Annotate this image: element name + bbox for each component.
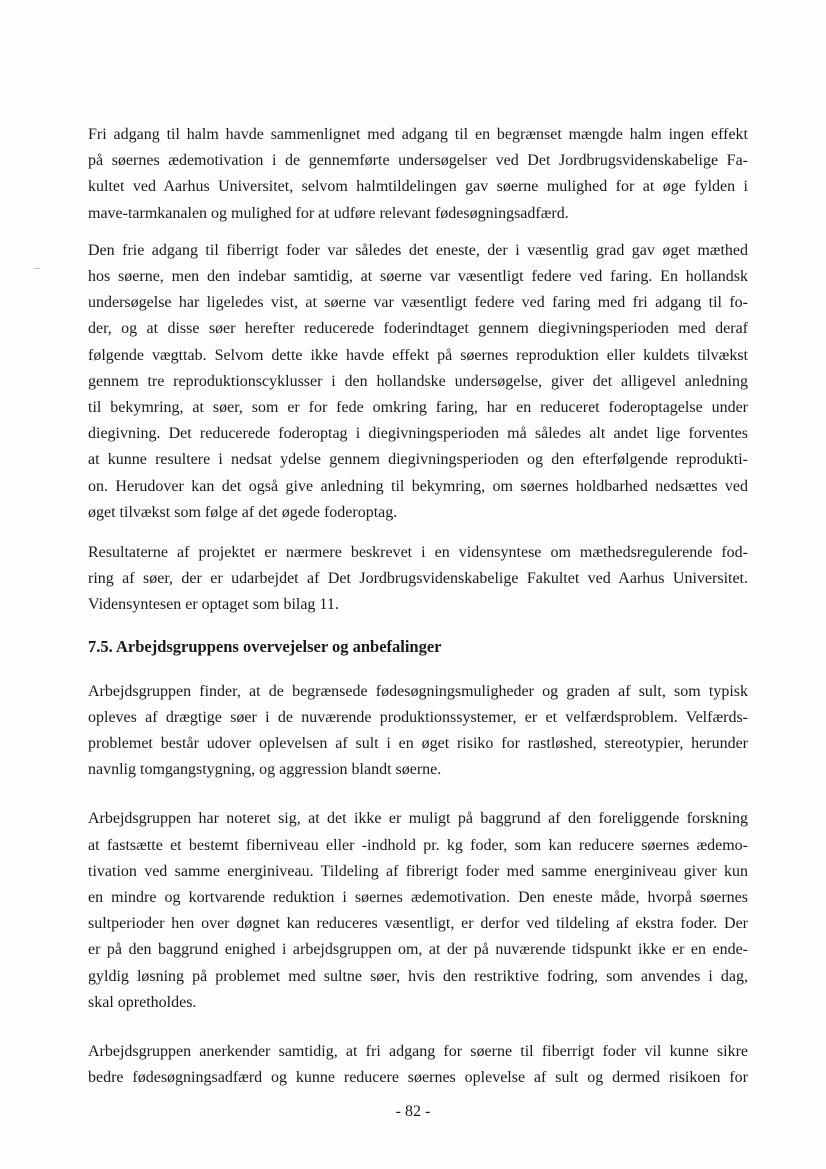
paragraph-resultater bbox=[88, 540, 748, 619]
document-body bbox=[88, 122, 748, 1092]
section-heading: 7.5. Arbejdsgruppens overvejelser og anbefalinger bbox=[88, 636, 442, 656]
text-line: gyldig løsning på problemet med sultne søer, hvis den restriktive fodring, som anvendes i dag, bbox=[88, 967, 748, 985]
paragraph-arbejdsgruppen-noteret bbox=[88, 806, 748, 1016]
text-line: problemet består udover oplevelsen af sult i en øget risiko for rastløshed, stereotypier, herunder bbox=[88, 735, 748, 753]
text-line: Vidensyntesen er optaget som bilag 11. bbox=[88, 596, 339, 614]
text-line: sultperioder hen over døgnet kan reduceres væsentligt, er derfor ved tildeling af ekstra foder. Der bbox=[88, 915, 748, 933]
paragraph-arbejdsgruppen-finder bbox=[88, 679, 748, 784]
text-line: følgende vægttab. Selvom dette ikke havde effekt på søernes reproduktion eller kuldets tilvækst bbox=[88, 346, 748, 364]
text-line: hos søerne, men den indebar samtidig, at søerne var væsentligt federe ved faring. En hollandsk bbox=[88, 268, 748, 286]
paragraph-fiberrigt-foder bbox=[88, 238, 748, 526]
text-line: navnlig tomgangstygning, og aggression blandt søerne. bbox=[88, 761, 442, 779]
text-line: undersøgelse har ligeledes vist, at søerne var væsentligt federe ved faring med fri adgang til fo- bbox=[88, 294, 748, 312]
page-number: - 82 - bbox=[395, 1103, 431, 1120]
text-line: at fastsætte et bestemt fiberniveau eller -indhold pr. kg foder, som kan reducere søernes ædemo- bbox=[88, 836, 748, 854]
text-line: mave-tarmkanalen og mulighed for at udføre relevant fødesøgningsadfærd. bbox=[88, 204, 569, 222]
text-line: Den frie adgang til fiberrigt foder var således det eneste, der i væsentlig grad gav øget mæthed bbox=[88, 241, 748, 259]
text-line: en mindre og kortvarende reduktion i søernes ædemotivation. Den eneste måde, hvorpå søernes bbox=[88, 889, 748, 907]
text-line: Arbejdsgruppen finder, at de begrænsede fødesøgningsmuligheder og graden af sult, som typisk bbox=[88, 682, 748, 700]
text-line: bedre fødesøgningsadfærd og kunne reducere søernes oplevelse af sult og dermed risikoen for bbox=[88, 1069, 748, 1087]
text-line: skal opretholdes. bbox=[88, 993, 197, 1011]
scan-margin-mark bbox=[34, 268, 40, 269]
text-line: opleves af drægtige søer i de nuværende produktionssystemer, er et velfærdsproblem. Velfærds- bbox=[88, 708, 748, 726]
text-line: Arbejdsgruppen har noteret sig, at det ikke er muligt på baggrund af den foreliggende forskning bbox=[88, 810, 748, 828]
text-line: på søernes ædemotivation i de gennemførte undersøgelser ved Det Jordbrugsvidenskabelige Fa- bbox=[88, 152, 748, 170]
text-line: diegivning. Det reducerede foderoptag i diegivningsperioden må således alt andet lige forventes bbox=[88, 425, 748, 443]
text-line: er på den baggrund enighed i arbejdsgruppen om, at der på nuværende tidspunkt ikke er en ende- bbox=[88, 941, 748, 959]
text-line: øget tilvækst som følge af det øgede foderoptag. bbox=[88, 503, 398, 521]
text-line: til bekymring, at søer, som er for fede omkring faring, har en reduceret foderoptagelse under bbox=[88, 399, 748, 417]
paragraph-halm bbox=[88, 122, 748, 227]
text-line: tivation ved samme energiniveau. Tildeling af fibrerigt foder med samme energiniveau giver kun bbox=[88, 862, 748, 880]
text-line: der, og at disse søer herefter reducerede foderindtaget gennem diegivningsperioden med deraf bbox=[88, 320, 748, 338]
text-line: Resultaterne af projektet er nærmere beskrevet i en vidensyntese om mæthedsregulerende fod- bbox=[88, 544, 748, 562]
text-line: gennem tre reproduktionscyklusser i den hollandske undersøgelse, giver det alligevel anledning bbox=[88, 372, 748, 390]
text-line: Fri adgang til halm havde sammenlignet med adgang til en begrænset mængde halm ingen effekt bbox=[88, 126, 748, 143]
text-line: at kunne resultere i nedsat ydelse gennem diegivningsperioden og den efterfølgende reprodukti- bbox=[88, 451, 748, 469]
text-line: kultet ved Aarhus Universitet, selvom halmtildelingen gav søerne mulighed for at øge fylden i bbox=[88, 178, 748, 196]
paragraph-arbejdsgruppen-anerkender bbox=[88, 1039, 748, 1091]
text-line: on. Herudover kan det også give anledning til bekymring, om søernes holdbarhed nedsættes ved bbox=[88, 477, 748, 495]
text-line: ring af søer, der er udarbejdet af Det Jordbrugsvidenskabelige Fakultet ved Aarhus Universitet. bbox=[88, 570, 748, 588]
text-line: Arbejdsgruppen anerkender samtidig, at fri adgang for søerne til fiberrigt foder vil kunne sikre bbox=[88, 1043, 748, 1061]
